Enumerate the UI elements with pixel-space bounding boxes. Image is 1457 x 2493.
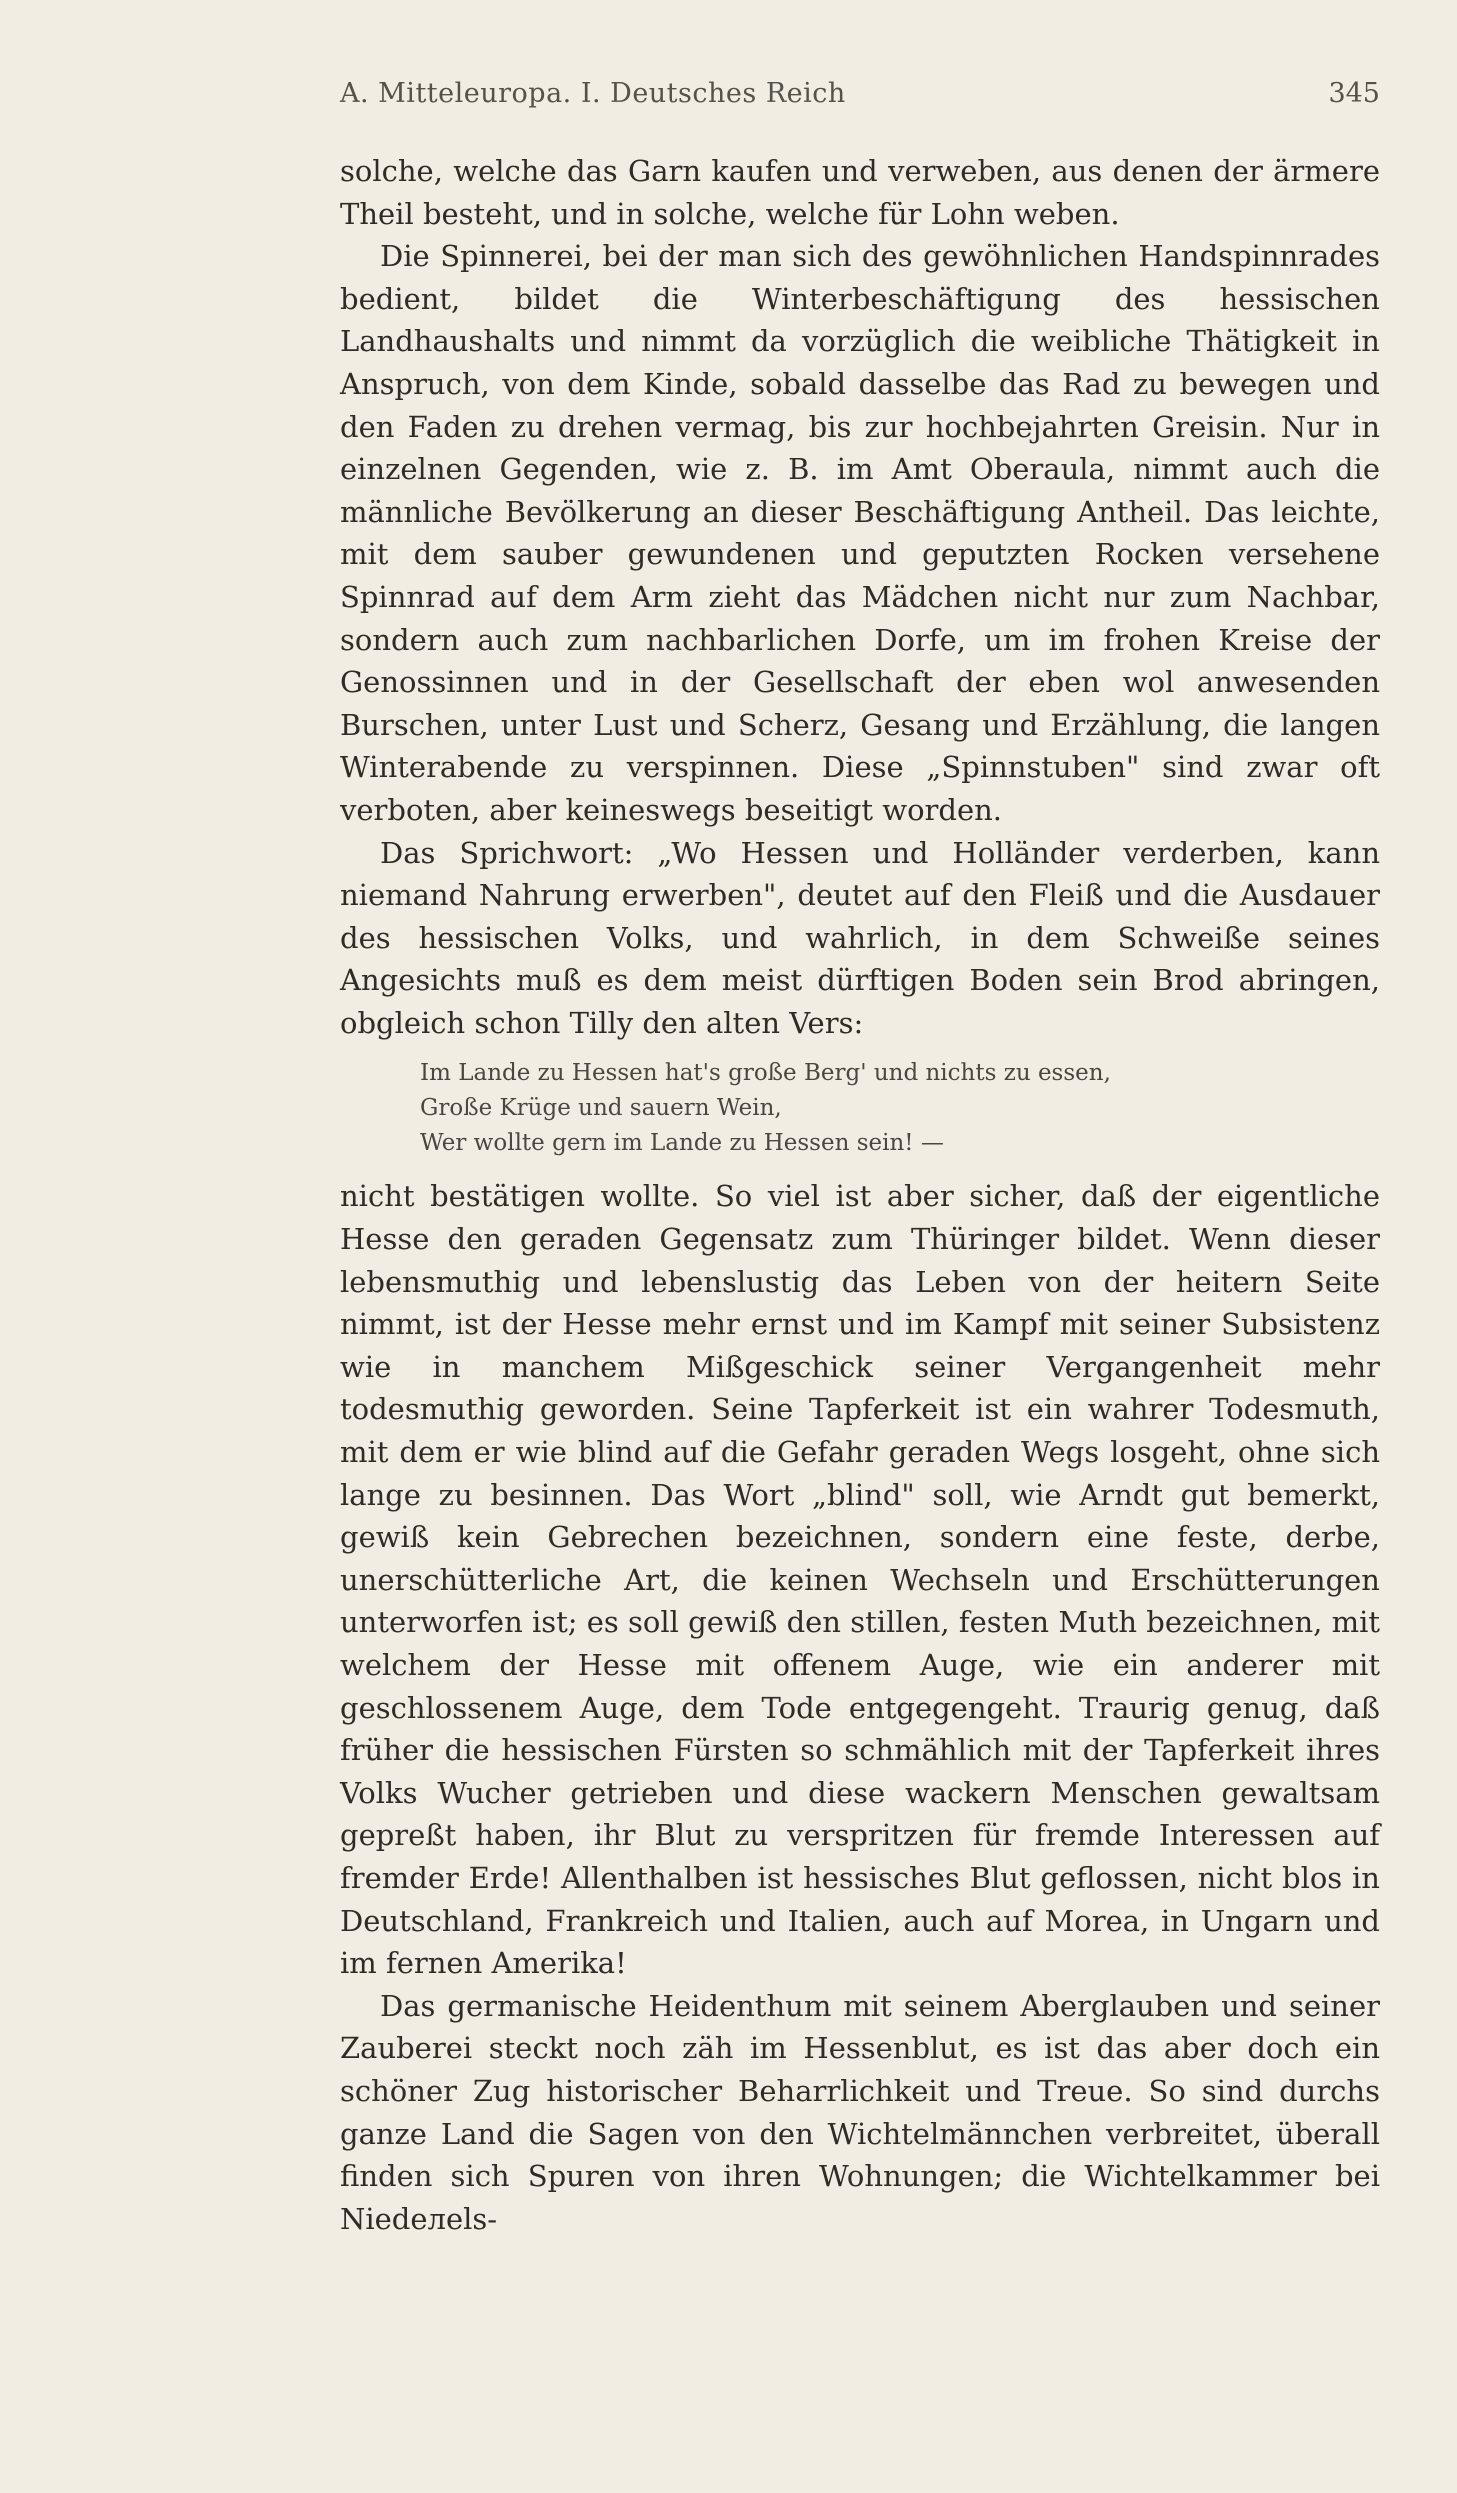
verse-line: Im Lande zu Hessen hat's große Berg' und nichts zu essen, — [420, 1060, 1111, 1087]
page-header — [340, 78, 1380, 122]
page-number: 345 — [1328, 78, 1380, 109]
verse-line: Wer wollte gern im Lande zu Hessen sein! — — [420, 1130, 944, 1157]
paragraph: nicht bestätigen wollte. So viel ist aber sicher, daß der eigentliche Hesse den geraden Gegensatz zum Thüringer bildet. Wenn dieser lebensmuthig und lebenslustig das Leben von der heitern Seite nimmt, ist der Hesse mehr ernst und im Kampf mit seiner Subsistenz wie in manchem Mißgeschick seiner Vergangenheit mehr todesmuthig geworden. Seine Tapferkeit ist ein wahrer Todesmuth, mit dem er wie blind auf die Gefahr geraden Wegs losgeht, ohne sich lange zu besinnen. Das Wort „blind" soll, wie Arndt gut bemerkt, gewiß kein Gebrechen bezeichnen, sondern eine feste, derbe, unerschütterliche Art, die keinen Wechseln und Erschütterungen unterworfen ist; es soll gewiß den stillen, festen Muth bezeichnen, mit welchem der Hesse mit offenem Auge, wie ein anderer mit geschlossenem Auge, dem Tode entgegengeht. Traurig genug, daß früher die hessischen Fürsten so schmählich mit der Tapferkeit ihres Volks Wucher getrieben und diese wackern Menschen gewaltsam gepreßt haben, ihr Blut zu verspritzen für fremde Interessen auf fremder Erde! Allenthalben ist hessisches Blut geflossen, nicht blos in Deutschland, Frankreich und Italien, auch auf Morea, in Ungarn und im fernen Amerika! — [340, 1179, 1380, 1981]
paragraph: Die Spinnerei, bei der man sich des gewöhnlichen Handspinnrades bedient, bildet die Winterbeschäftigung des hessischen Landhaushalts und nimmt da vorzüglich die weibliche Thätigkeit in Anspruch, von dem Kinde, sobald dasselbe das Rad zu bewegen und den Faden zu drehen vermag, bis zur hochbejahrten Greisin. Nur in einzelnen Gegenden, wie z. B. im Amt Oberaula, nimmt auch die männliche Bevölkerung an dieser Beschäftigung Antheil. Das leichte, mit dem sauber gewundenen und geputzten Rocken versehene Spinnrad auf dem Arm zieht das Mädchen nicht nur zum Nachbar, sondern auch zum nachbarlichen Dorfe, um im frohen Kreise der Genossinnen und in der Gesellschaft der eben wol anwesenden Burschen, unter Lust und Scherz, Gesang und Erzählung, die langen Winterabende zu verspinnen. Diese „Spinnstuben" sind zwar oft verboten, aber keineswegs beseitigt worden. — [340, 239, 1380, 827]
body-text — [340, 150, 1380, 2240]
verse-line: Große Krüge und sauern Wein, — [420, 1095, 782, 1122]
paragraph: solche, welche das Garn kaufen und verweben, aus denen der ärmere Theil besteht, und in solche, welche für Lohn weben. — [340, 154, 1380, 231]
running-head: A. Mitteleuropa. I. Deutsches Reich — [340, 78, 846, 109]
verse-quote — [420, 1056, 1380, 1161]
paragraph: Das Sprichwort: „Wo Hessen und Holländer verderben, kann niemand Nahrung erwerben", deutet auf den Fleiß und die Ausdauer des hessischen Volks, und wahrlich, in dem Schweiße seines Angesichts muß es dem meist dürftigen Boden sein Brod abringen, obgleich schon Tilly den alten Vers: — [340, 835, 1380, 1040]
paragraph: Das germanische Heidenthum mit seinem Aberglauben und seiner Zauberei steckt noch zäh im Hessenblut, es ist das aber doch ein schöner Zug historischer Beharrlichkeit und Treue. So sind durchs ganze Land die Sagen von den Wichtelmännchen verbreitet, überall finden sich Spuren von ihren Wohnungen; die Wichtelkammer bei Niedeлels- — [340, 1988, 1380, 2236]
